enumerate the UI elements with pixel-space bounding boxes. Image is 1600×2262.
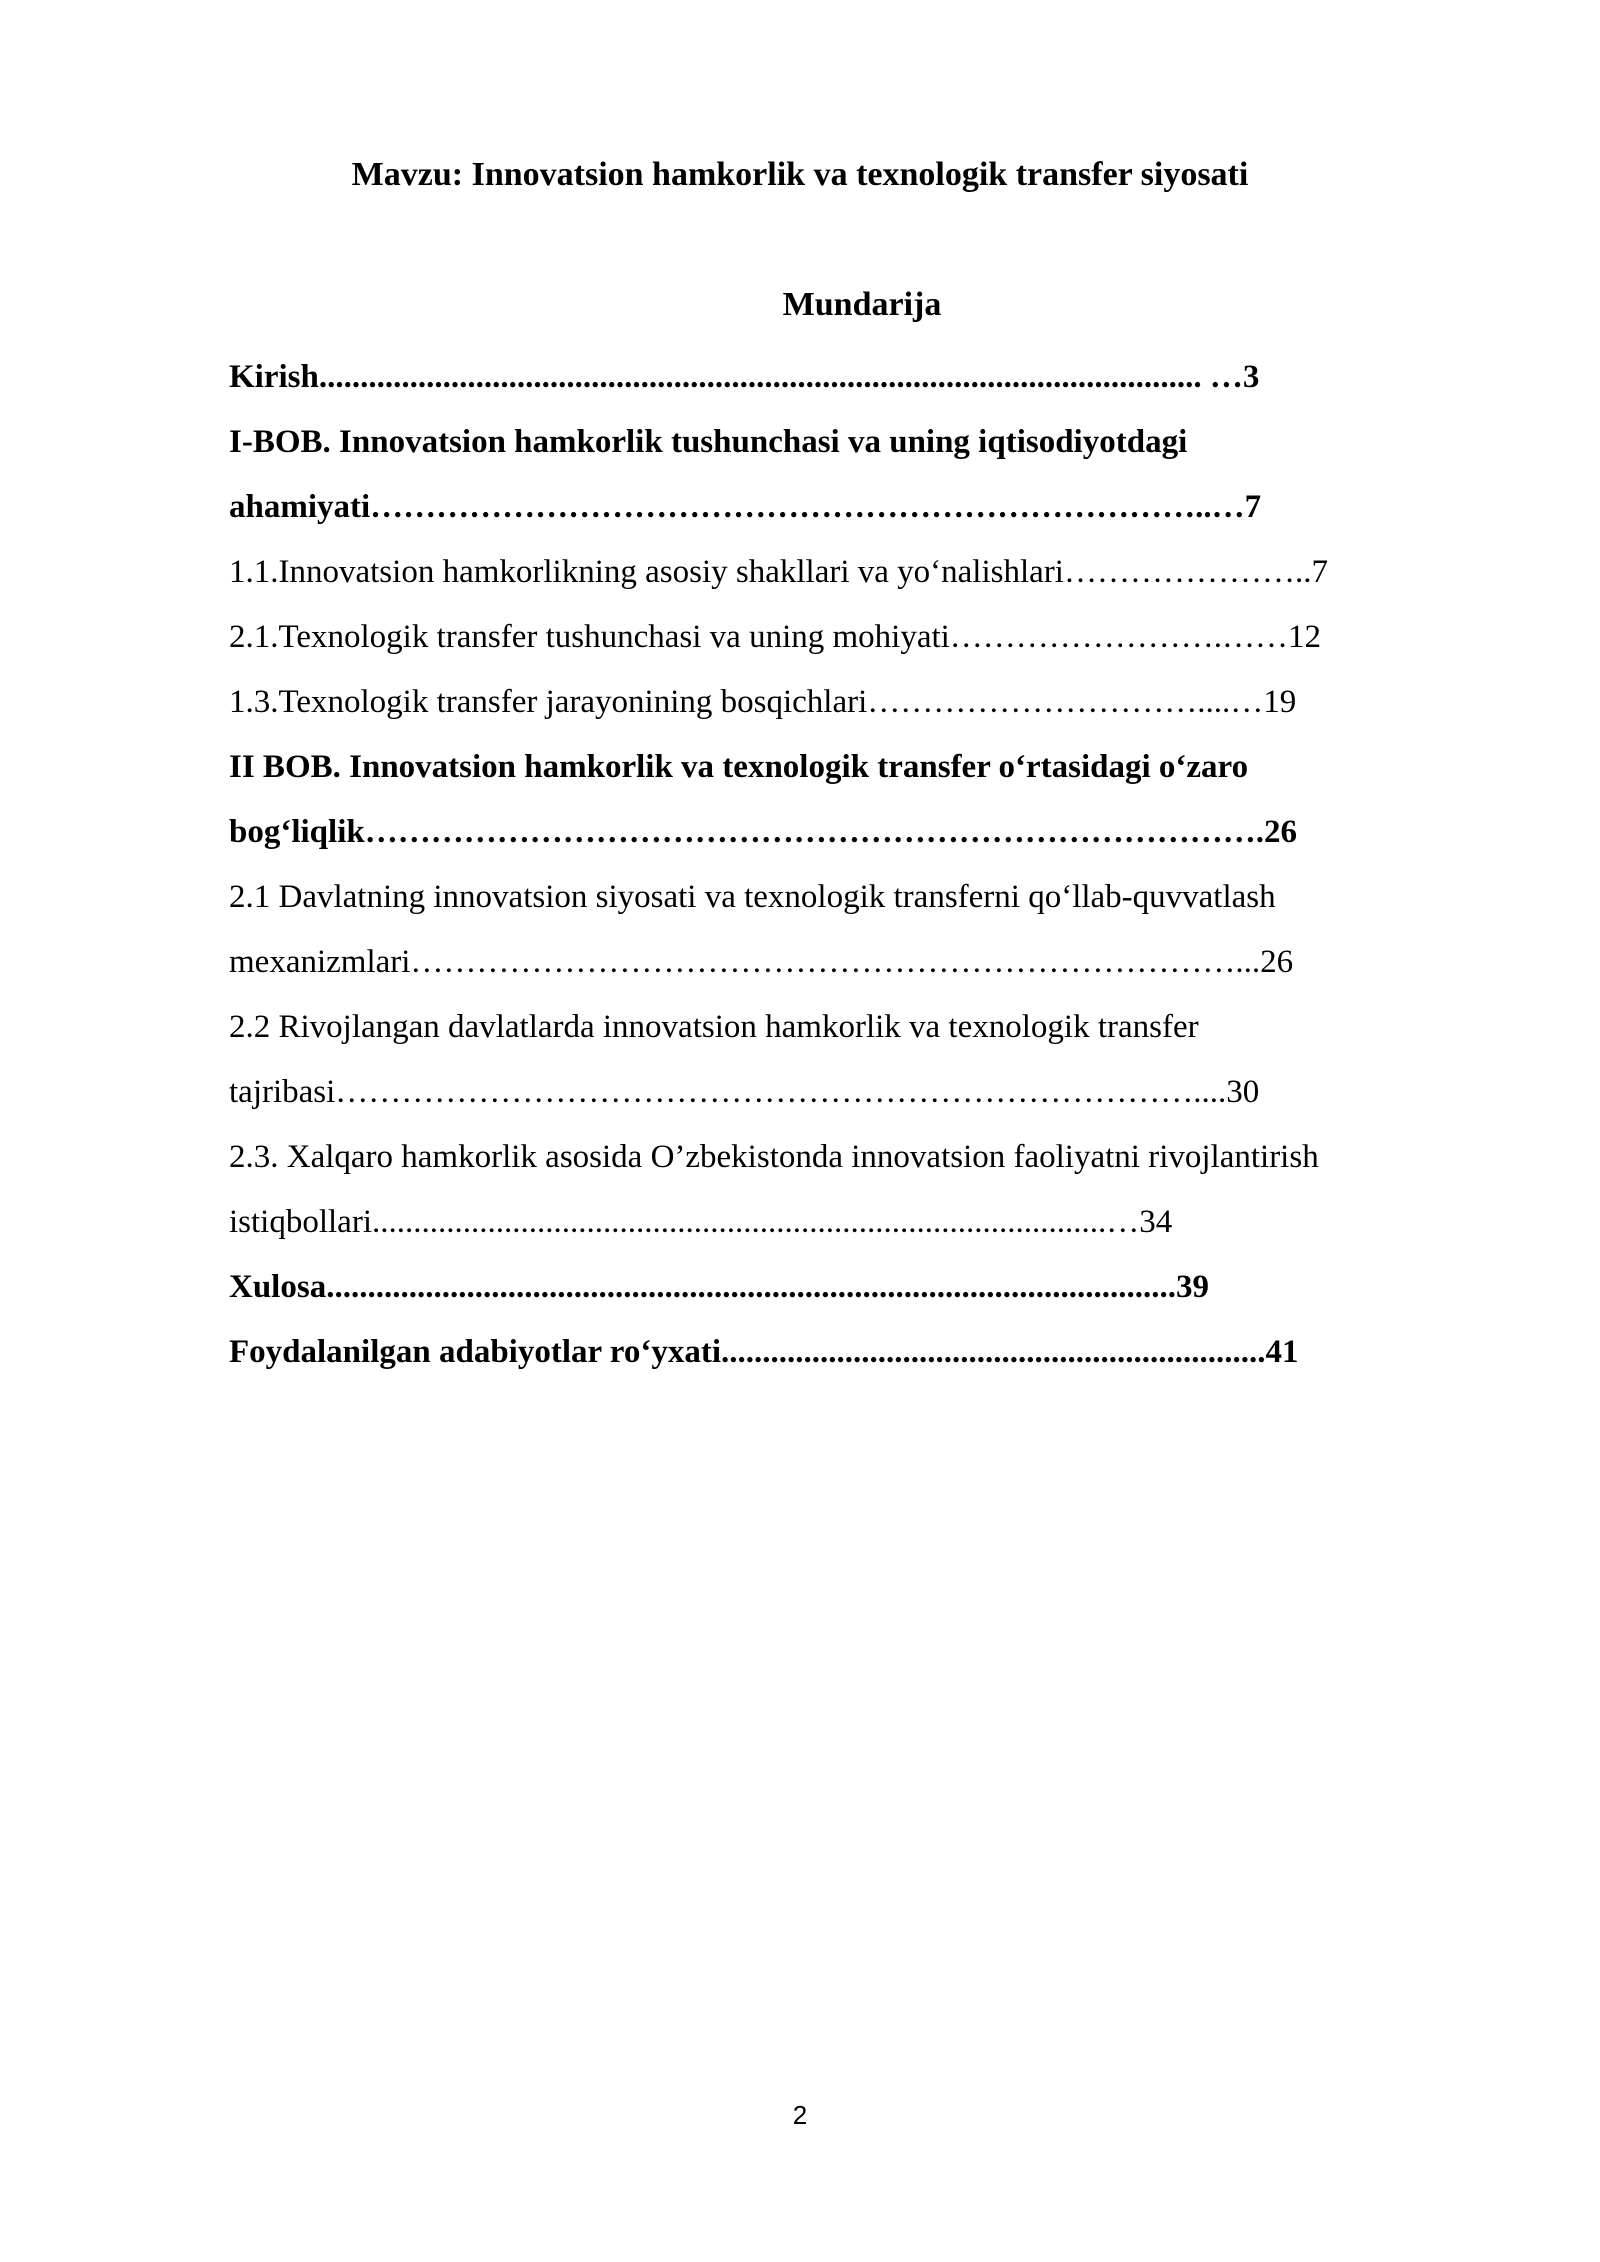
document-topic: Mavzu: Innovatsion hamkorlik va texnologik transfer siyosati [351,156,1249,193]
table-of-contents [229,345,1519,1385]
toc-line: bog‘liqlik……………………………………………………………………….26 [229,814,1297,850]
toc-line: 2.2 Rivojlangan davlatlarda innovatsion hamkorlik va texnologik transfer [229,1009,1199,1045]
toc-line: ahamiyati…………………………………………………………………..…7 [229,489,1262,525]
toc-line: tajribasi……………………………………………………………………....30 [229,1074,1260,1110]
toc-title: Mundarija [782,286,942,323]
toc-line: 1.3.Texnologik transfer jarayonining bosqichlari…………………………....…19 [229,684,1297,720]
toc-line: II BOB. Innovatsion hamkorlik va texnologik transfer o‘rtasidagi o‘zaro [229,749,1249,785]
toc-line: 2.1 Davlatning innovatsion siyosati va texnologik transferni qo‘llab-quvvatlash [229,879,1276,915]
toc-line: Kirish........................................................................................................... …3 [229,359,1260,395]
toc-line: Foydalanilgan adabiyotlar ro‘yxati..................................................................41 [229,1334,1299,1370]
toc-line: mexanizmlari…………………………………………………………………...26 [229,944,1294,980]
toc-line: Xulosa.......................................................................................................39 [229,1269,1209,1305]
toc-line: istiqbollari.........................................................................................…34 [229,1204,1173,1240]
page-number: 2 [792,2100,808,2130]
toc-line: 2.1.Texnologik transfer tushunchasi va uning mohiyati…………………….……12 [229,619,1322,655]
toc-line: 1.1.Innovatsion hamkorlikning asosiy shakllari va yo‘nalishlari…………………..7 [229,554,1328,590]
toc-line: I-BOB. Innovatsion hamkorlik tushunchasi va uning iqtisodiyotdagi [229,424,1188,460]
toc-line: 2.3. Xalqaro hamkorlik asosida O’zbekistonda innovatsion faoliyatni rivojlantirish [229,1139,1319,1175]
